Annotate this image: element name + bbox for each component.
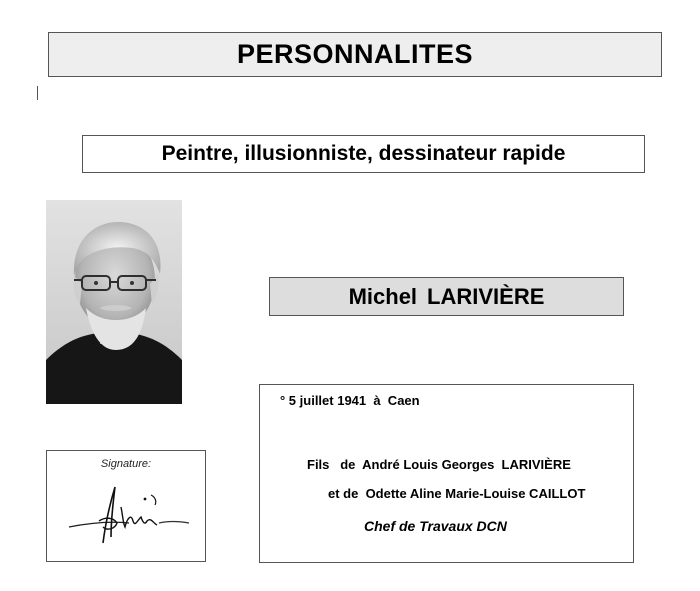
text-cursor-mark	[37, 86, 38, 100]
father-info: Fils de André Louis Georges LARIVIÈRE	[307, 457, 571, 472]
portrait-photo	[46, 200, 182, 404]
profession-subtitle	[82, 135, 645, 173]
signature-label: Signature:	[100, 458, 152, 470]
portrait-photo-icon	[46, 200, 182, 404]
profession-subtitle-text: Peintre, illusionniste, dessinateur rapide	[161, 142, 566, 165]
page-title	[48, 32, 662, 77]
first-name: Michel	[348, 283, 418, 309]
birth-info: ° 5 juillet 1941 à Caen	[280, 393, 420, 408]
mother-info: et de Odette Aline Marie-Louise CAILLOT	[328, 486, 586, 501]
last-name: LARIVIÈRE	[427, 283, 545, 309]
person-name	[269, 277, 624, 316]
signature-box	[46, 450, 206, 562]
page-title-text: PERSONNALITES	[236, 39, 474, 69]
details-box	[259, 384, 634, 563]
job-title: Chef de Travaux DCN	[364, 518, 507, 534]
handwritten-signature-icon	[59, 477, 195, 557]
